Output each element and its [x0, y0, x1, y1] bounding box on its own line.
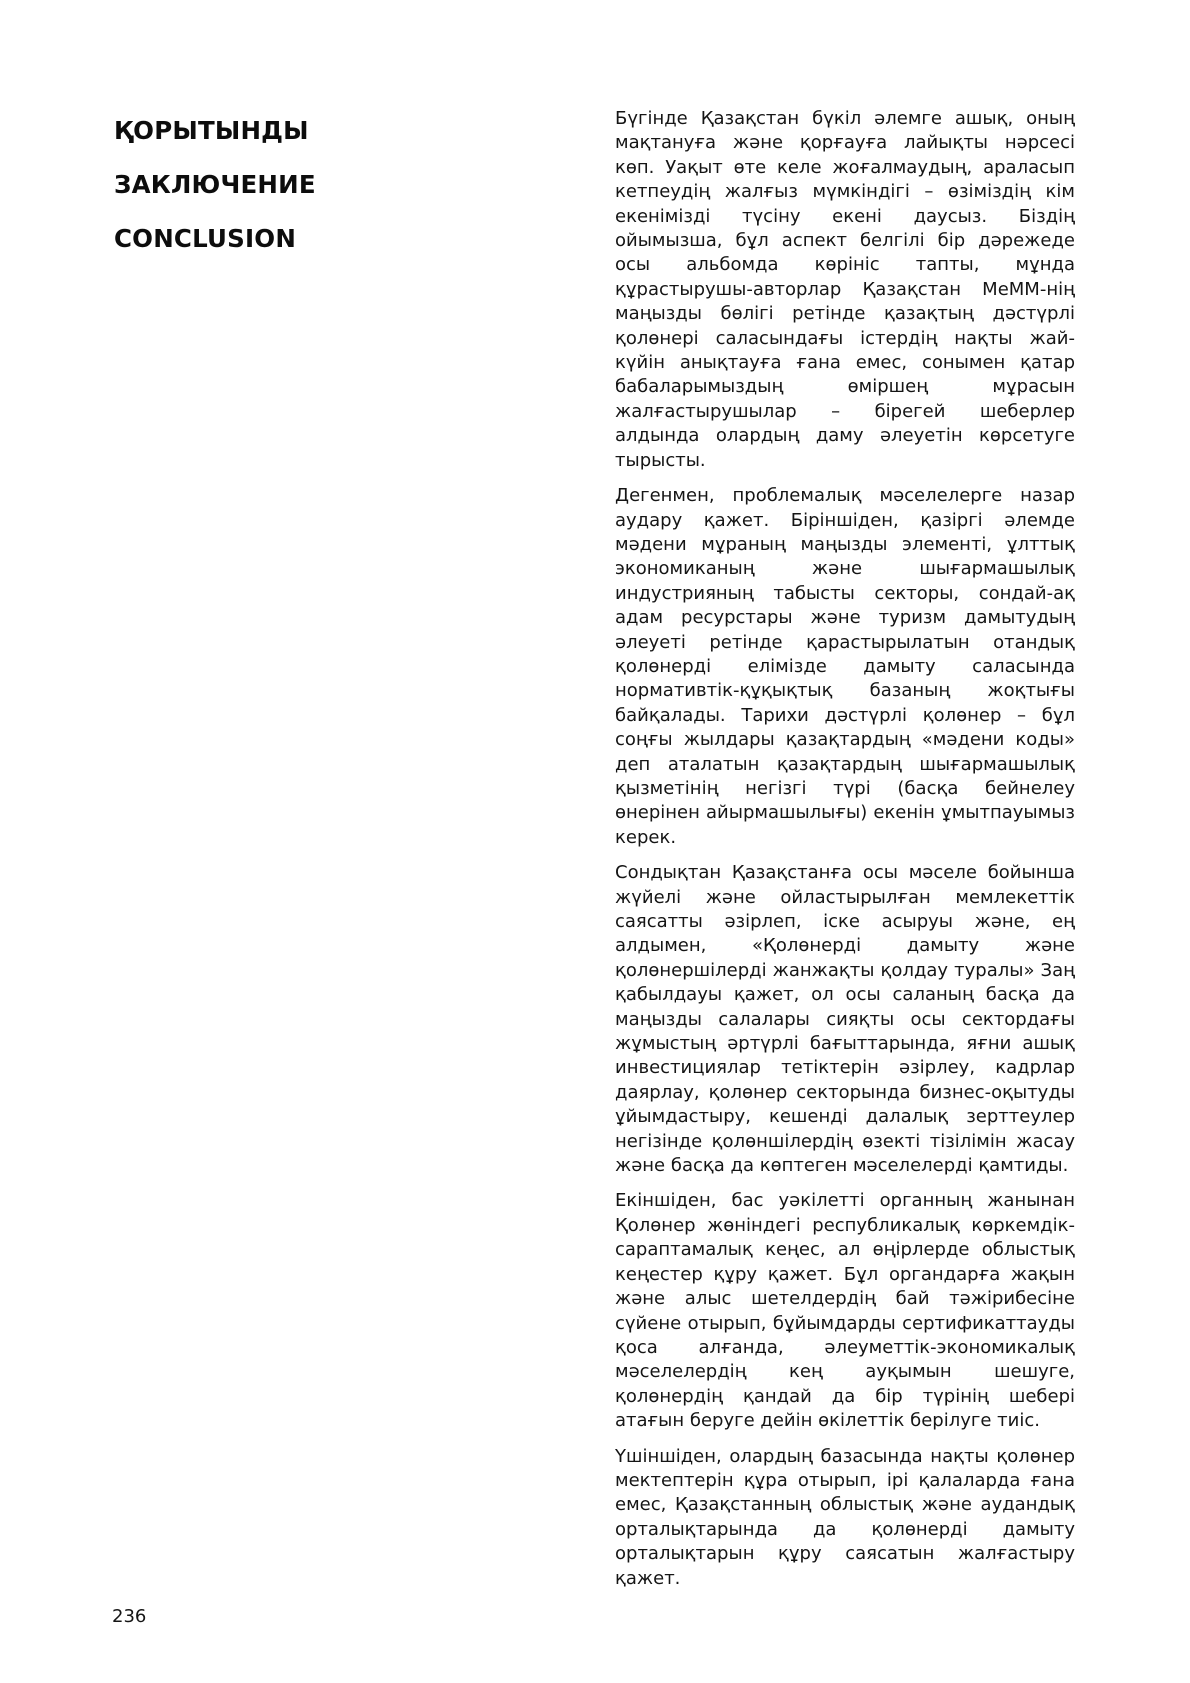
page-number: 236 [112, 1606, 147, 1627]
heading-block [114, 104, 474, 266]
heading-kazakh: ҚОРЫТЫНДЫ [114, 116, 309, 145]
heading-english: CONCLUSION [114, 224, 297, 253]
heading-russian: ЗАКЛЮЧЕНИЕ [114, 170, 316, 199]
paragraph-1: Бүгінде Қазақстан бүкіл әлемге ашық, оның мақтануға және қорғауға лайықты нәрсесі көп. Уақыт өте келе жоғалмаудың, араласып кетпеудің жалғыз мүмкіндігі – өзіміздің кім екенімізді түсіну екені даусыз. Біздің ойымызша, бұл аспект белгілі бір дәрежеде осы альбомда көрініс тапты, мұнда құрастырушы-авторлар Қазақстан МеММ-нің маңызды бөлігі ретінде қазақтың дәстүрлі қолөнері саласындағы істердің нақты жай-күйін анықтауға ғана емес, сонымен қатар бабаларымыздың өміршең мұрасын жалғастырушылар – бірегей шеберлер алдында олардың даму әлеуетін көрсетуге тырысты. [615, 108, 1075, 471]
paragraph-4: Екіншіден, бас уәкілетті органның жанынан Қолөнер жөніндегі республикалық көркемдік-сараптамалық кеңес, ал өңірлерде облыстық кеңестер құру қажет. Бұл органдарға жақын және алыс шетелдердің бай тәжірибесіне сүйене отырып, бұйымдарды сертификаттауды қоса алғанда, әлеуметтік-экономикалық мәселелердің кең ауқымын шешуге, қолөнердің қандай да бір түрінің шебері атағын беруге дейін өкілеттік берілуге тиіс. [615, 1190, 1075, 1432]
body-text-column [615, 107, 1075, 1602]
paragraph-3: Сондықтан Қазақстанға осы мәселе бойынша жүйелі және ойластырылған мемлекеттік саясатты әзірлеп, іске асыруы және, ең алдымен, «Қолөнерді дамыту және қолөнершілерді жанжақты қолдау туралы» Заң қабылдауы қажет, ол осы саланың басқа да маңызды салалары сияқты осы сектордағы жұмыстың әртүрлі бағыттарында, яғни ашық инвестициялар тетіктерін әзірлеу, кадрлар даярлау, қолөнер секторында бизнес-оқытуды ұйымдастыру, кешенді далалық зерттеулер негізінде қолөншілердің өзекті тізілімін жасау және басқа да көптеген мәселелерді қамтиды. [615, 862, 1075, 1177]
paragraph-5: Үшіншіден, олардың базасында нақты қолөнер мектептерін құра отырып, ірі қалаларда ғана емес, Қазақстанның облыстық және аудандық орталықтарында да қолөнерді дамыту орталықтарын құру саясатын жалғастыру қажет. [615, 1445, 1075, 1589]
paragraph-2: Дегенмен, проблемалық мәселелерге назар аудару қажет. Біріншіден, қазіргі әлемде мәдени мұраның маңызды элементі, ұлттық экономиканың және шығармашылық индустрияның табысты секторы, сондай-ақ адам ресурстары және туризм дамытудың әлеуеті ретінде қарастырылатын отандық қолөнерді елімізде дамыту саласында нормативтік-құқықтық базаның жоқтығы байқалады. Тарихи дәстүрлі қолөнер – бұл соңғы жылдары қазақтардың «мәдени коды» деп аталатын қазақтардың шығармашылық қызметінің негізгі түрі (басқа бейнелеу өнерінен айырмашылығы) екенін ұмытпауымыз керек. [615, 485, 1075, 848]
